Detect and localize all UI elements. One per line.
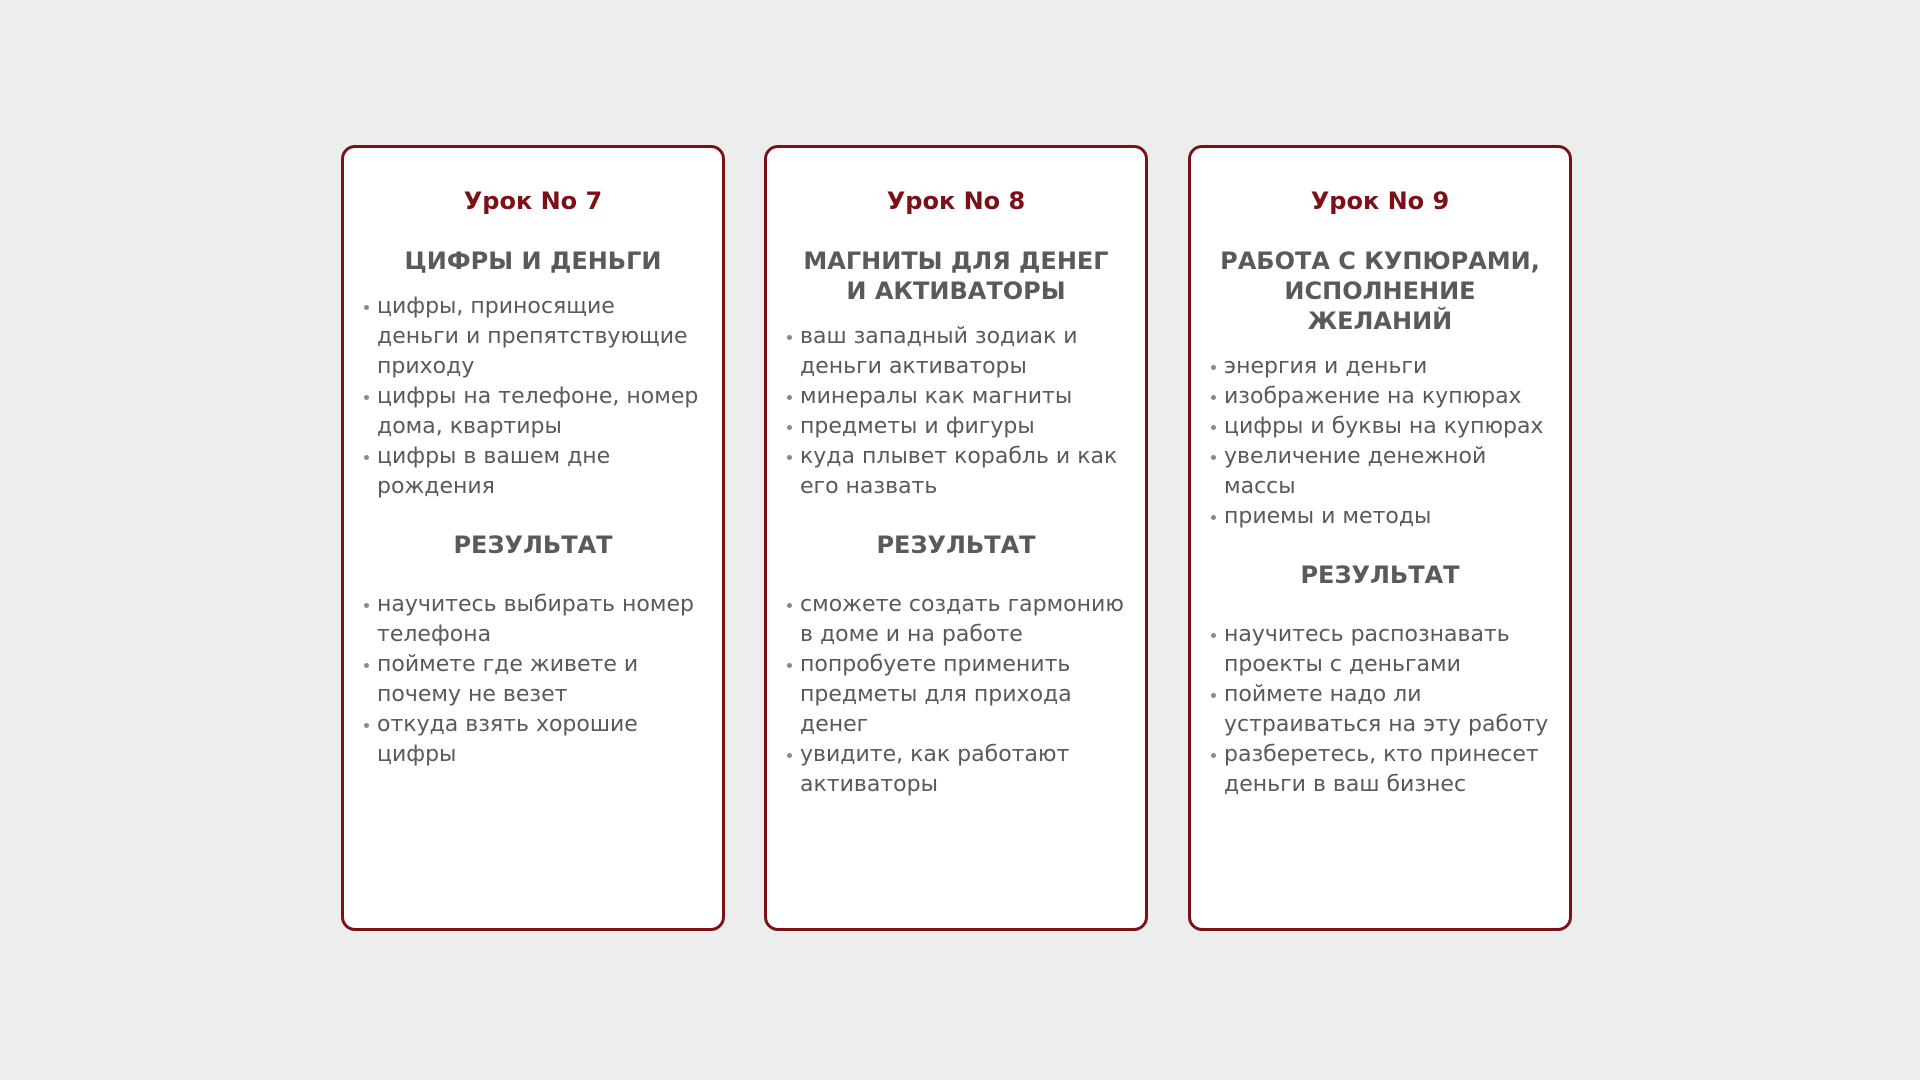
topic-point [1211,382,1549,412]
topic-point [787,442,1125,502]
topic-point-text: цифры и буквы на купюрах [1224,414,1544,439]
topic-point-text: цифры на телефоне, номер дома, квартиры [377,384,699,439]
lesson-card-8 [764,145,1148,931]
lesson-number: Урок No 7 [463,187,603,215]
result-points [364,590,702,770]
bullet-icon [787,425,792,430]
result-point-text: разберетесь, кто принесет деньги в ваш бизнес [1224,742,1539,797]
bullet-icon [1211,425,1216,430]
bullet-icon [364,455,369,460]
topic-point-text: куда плывет корабль и как его назвать [800,444,1118,499]
topic-point-text: увеличение денежной массы [1224,444,1487,499]
bullet-icon [787,395,792,400]
result-point [787,650,1125,740]
result-point-text: откуда взять хорошие цифры [377,712,638,767]
topic-point-text: энергия и деньги [1224,354,1428,379]
topic-point [364,382,702,442]
topic-point [364,292,702,382]
topic-points [364,292,702,502]
topic-point-text: цифры в вашем дне рождения [377,444,611,499]
bullet-icon [1211,455,1216,460]
lesson-cards [341,145,1581,935]
result-point [364,590,702,650]
bullet-icon [787,335,792,340]
result-point [364,650,702,710]
topic-point-text: минералы как магниты [800,384,1073,409]
result-point [1211,620,1549,680]
topic-point [787,412,1125,442]
bullet-icon [364,395,369,400]
lesson-topic: МАГНИТЫ ДЛЯ ДЕНЕГ И АКТИВАТОРЫ [803,247,1109,305]
topic-point [1211,442,1549,502]
result-point-text: попробуете применить предметы для прихода денег [800,652,1072,737]
result-point [364,710,702,770]
result-point-text: поймете надо ли устраиваться на эту работу [1224,682,1549,737]
bullet-icon [364,305,369,310]
topic-point [364,442,702,502]
bullet-icon [1211,753,1216,758]
topic-points [1211,352,1549,532]
topic-point [1211,412,1549,442]
bullet-icon [1211,395,1216,400]
lesson-topic: ЦИФРЫ И ДЕНЬГИ [404,247,662,275]
result-title: РЕЗУЛЬТАТ [453,531,613,559]
topic-point [1211,352,1549,382]
topic-point-text: ваш западный зодиак и деньги активаторы [800,324,1078,379]
topic-point-text: приемы и методы [1224,504,1432,529]
bullet-icon [1211,633,1216,638]
result-point-text: поймете где живете и почему не везет [377,652,639,707]
bullet-icon [787,455,792,460]
bullet-icon [364,663,369,668]
topic-point [787,382,1125,412]
bullet-icon [1211,365,1216,370]
bullet-icon [787,663,792,668]
topic-point [1211,502,1549,532]
result-points [787,590,1125,800]
topic-point-text: предметы и фигуры [800,414,1035,439]
result-title: РЕЗУЛЬТАТ [876,531,1036,559]
bullet-icon [787,603,792,608]
lesson-number: Урок No 9 [1310,187,1450,215]
result-point [787,590,1125,650]
lesson-topic: РАБОТА С КУПЮРАМИ, ИСПОЛНЕНИЕ ЖЕЛАНИЙ [1220,247,1540,335]
topic-points [787,322,1125,502]
lesson-card-7 [341,145,725,931]
result-point-text: увидите, как работают активаторы [800,742,1070,797]
result-point-text: научитесь выбирать номер телефона [377,592,694,647]
topic-point-text: цифры, приносящие деньги и препятствующие приходу [377,294,688,379]
result-point [787,740,1125,800]
bullet-icon [364,723,369,728]
lesson-card-9 [1188,145,1572,931]
result-point-text: научитесь распознавать проекты с деньгами [1224,622,1510,677]
result-title: РЕЗУЛЬТАТ [1300,561,1460,589]
bullet-icon [364,603,369,608]
topic-point-text: изображение на купюрах [1224,384,1522,409]
bullet-icon [787,753,792,758]
result-point-text: сможете создать гармонию в доме и на работе [800,592,1124,647]
result-point [1211,740,1549,800]
result-point [1211,680,1549,740]
topic-point [787,322,1125,382]
result-points [1211,620,1549,800]
lesson-number: Урок No 8 [886,187,1026,215]
bullet-icon [1211,515,1216,520]
bullet-icon [1211,693,1216,698]
